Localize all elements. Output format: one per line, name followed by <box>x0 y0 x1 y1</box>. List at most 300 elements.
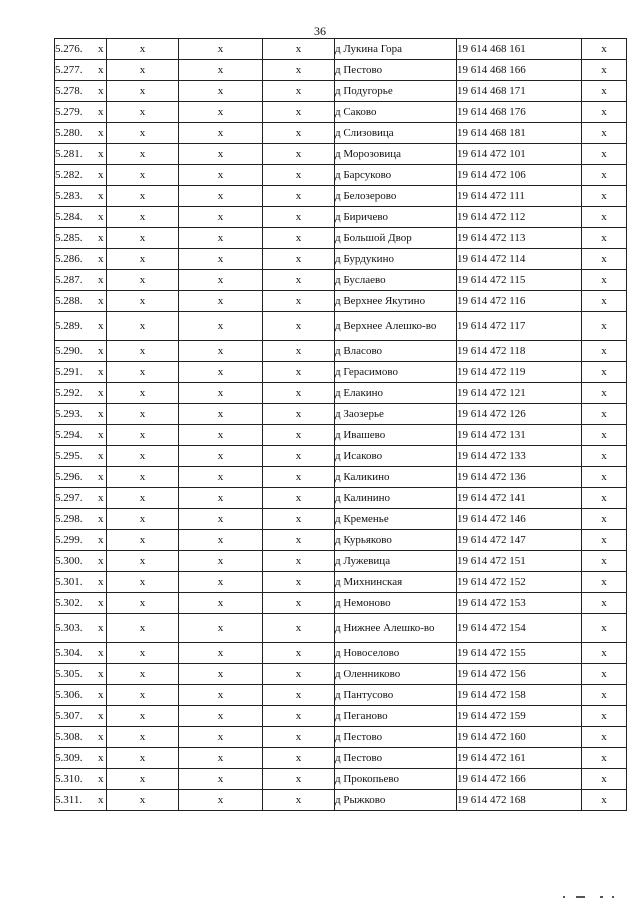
row-number: 5.277. <box>55 64 83 76</box>
row-number-cell <box>55 60 107 81</box>
x-cell: x <box>263 291 335 312</box>
row-mark: x <box>98 190 104 202</box>
row-number-cell <box>55 664 107 685</box>
x-cell: x <box>582 404 627 425</box>
row-number-cell <box>55 425 107 446</box>
row-number-cell <box>55 144 107 165</box>
row-number-cell <box>55 291 107 312</box>
x-cell: x <box>263 186 335 207</box>
okato-code: 19 614 472 117 <box>457 312 582 341</box>
row-mark: x <box>98 752 104 764</box>
x-cell: x <box>179 39 263 60</box>
x-cell: x <box>263 727 335 748</box>
x-cell: x <box>582 60 627 81</box>
row-number-cell <box>55 102 107 123</box>
x-cell: x <box>582 446 627 467</box>
table-row <box>55 664 627 685</box>
row-number-cell <box>55 446 107 467</box>
x-cell: x <box>107 593 179 614</box>
okato-code: 19 614 468 171 <box>457 81 582 102</box>
x-cell: x <box>263 144 335 165</box>
x-cell: x <box>582 664 627 685</box>
row-number: 5.296. <box>55 471 83 483</box>
okato-code: 19 614 468 161 <box>457 39 582 60</box>
settlement-name: д Пестово <box>335 748 457 769</box>
x-cell: x <box>263 551 335 572</box>
x-cell: x <box>179 425 263 446</box>
x-cell: x <box>107 207 179 228</box>
settlement-name: д Пантусово <box>335 685 457 706</box>
x-cell: x <box>107 312 179 341</box>
row-number: 5.292. <box>55 387 83 399</box>
row-number-cell <box>55 249 107 270</box>
x-cell: x <box>582 165 627 186</box>
x-cell: x <box>107 685 179 706</box>
okato-code: 19 614 472 115 <box>457 270 582 291</box>
okato-code: 19 614 472 153 <box>457 593 582 614</box>
settlement-name: д Большой Двор <box>335 228 457 249</box>
row-number-cell <box>55 39 107 60</box>
row-mark: x <box>98 668 104 680</box>
okato-code: 19 614 472 141 <box>457 488 582 509</box>
x-cell: x <box>107 228 179 249</box>
settlement-name: д Ивашево <box>335 425 457 446</box>
table-row <box>55 685 627 706</box>
row-mark: x <box>98 211 104 223</box>
x-cell: x <box>107 446 179 467</box>
x-cell: x <box>179 790 263 811</box>
x-cell: x <box>582 530 627 551</box>
table-row <box>55 551 627 572</box>
okato-code: 19 614 472 160 <box>457 727 582 748</box>
okato-code: 19 614 472 131 <box>457 425 582 446</box>
row-number: 5.285. <box>55 232 83 244</box>
settlement-name: д Новоселово <box>335 643 457 664</box>
x-cell: x <box>179 123 263 144</box>
row-number-cell <box>55 790 107 811</box>
settlement-name: д Нижнее Алешко-во <box>335 614 457 643</box>
okato-code: 19 614 472 168 <box>457 790 582 811</box>
row-number: 5.288. <box>55 295 83 307</box>
x-cell: x <box>107 530 179 551</box>
row-number: 5.283. <box>55 190 83 202</box>
row-number: 5.287. <box>55 274 83 286</box>
okato-code: 19 614 472 121 <box>457 383 582 404</box>
x-cell: x <box>107 769 179 790</box>
x-cell: x <box>107 551 179 572</box>
registry-table <box>54 38 627 811</box>
okato-code: 19 614 472 118 <box>457 341 582 362</box>
x-cell: x <box>179 312 263 341</box>
x-cell: x <box>582 270 627 291</box>
settlement-name: д Кременье <box>335 509 457 530</box>
table-row <box>55 186 627 207</box>
table-row <box>55 144 627 165</box>
scan-mark <box>576 896 585 898</box>
x-cell: x <box>107 341 179 362</box>
table-row <box>55 60 627 81</box>
okato-code: 19 614 472 116 <box>457 291 582 312</box>
x-cell: x <box>582 123 627 144</box>
table-row <box>55 102 627 123</box>
x-cell: x <box>582 685 627 706</box>
row-mark: x <box>98 320 104 332</box>
okato-code: 19 614 472 111 <box>457 186 582 207</box>
x-cell: x <box>263 249 335 270</box>
okato-code: 19 614 472 159 <box>457 706 582 727</box>
x-cell: x <box>263 643 335 664</box>
row-mark: x <box>98 232 104 244</box>
x-cell: x <box>179 685 263 706</box>
table-row <box>55 270 627 291</box>
okato-code: 19 614 468 166 <box>457 60 582 81</box>
table-row <box>55 509 627 530</box>
x-cell: x <box>263 685 335 706</box>
x-cell: x <box>107 270 179 291</box>
x-cell: x <box>107 60 179 81</box>
x-cell: x <box>107 165 179 186</box>
row-number: 5.276. <box>55 43 83 55</box>
okato-code: 19 614 472 106 <box>457 165 582 186</box>
row-number-cell <box>55 383 107 404</box>
x-cell: x <box>107 362 179 383</box>
settlement-name: д Пеганово <box>335 706 457 727</box>
x-cell: x <box>107 81 179 102</box>
okato-code: 19 614 472 152 <box>457 572 582 593</box>
page-number: 36 <box>314 24 326 38</box>
row-number-cell <box>55 643 107 664</box>
table-row <box>55 207 627 228</box>
x-cell: x <box>107 488 179 509</box>
table-row <box>55 706 627 727</box>
settlement-name: д Елакино <box>335 383 457 404</box>
row-mark: x <box>98 597 104 609</box>
row-number: 5.301. <box>55 576 83 588</box>
scan-mark <box>612 896 614 898</box>
row-number-cell <box>55 467 107 488</box>
row-number: 5.310. <box>55 773 83 785</box>
table-row <box>55 291 627 312</box>
x-cell: x <box>179 509 263 530</box>
row-mark: x <box>98 450 104 462</box>
okato-code: 19 614 472 154 <box>457 614 582 643</box>
x-cell: x <box>582 727 627 748</box>
settlement-name: д Исаково <box>335 446 457 467</box>
x-cell: x <box>263 664 335 685</box>
x-cell: x <box>179 404 263 425</box>
x-cell: x <box>179 593 263 614</box>
x-cell: x <box>582 249 627 270</box>
x-cell: x <box>179 144 263 165</box>
okato-code: 19 614 468 176 <box>457 102 582 123</box>
table-row <box>55 643 627 664</box>
x-cell: x <box>107 727 179 748</box>
table-body <box>55 39 627 811</box>
x-cell: x <box>179 207 263 228</box>
table-row <box>55 383 627 404</box>
x-cell: x <box>107 144 179 165</box>
x-cell: x <box>263 39 335 60</box>
x-cell: x <box>179 341 263 362</box>
table-row <box>55 488 627 509</box>
x-cell: x <box>179 81 263 102</box>
x-cell: x <box>582 488 627 509</box>
table-row <box>55 341 627 362</box>
x-cell: x <box>263 748 335 769</box>
row-number-cell <box>55 488 107 509</box>
table-row <box>55 748 627 769</box>
table-row <box>55 81 627 102</box>
row-number: 5.290. <box>55 345 83 357</box>
row-number-cell <box>55 404 107 425</box>
table-row <box>55 572 627 593</box>
x-cell: x <box>179 769 263 790</box>
x-cell: x <box>179 664 263 685</box>
okato-code: 19 614 472 155 <box>457 643 582 664</box>
okato-code: 19 614 472 158 <box>457 685 582 706</box>
settlement-name: д Оленниково <box>335 664 457 685</box>
x-cell: x <box>179 249 263 270</box>
row-number: 5.307. <box>55 710 83 722</box>
x-cell: x <box>263 60 335 81</box>
x-cell: x <box>107 748 179 769</box>
row-number-cell <box>55 228 107 249</box>
row-mark: x <box>98 429 104 441</box>
x-cell: x <box>582 81 627 102</box>
x-cell: x <box>582 362 627 383</box>
x-cell: x <box>263 207 335 228</box>
row-number: 5.303. <box>55 622 83 634</box>
row-number-cell <box>55 706 107 727</box>
x-cell: x <box>179 467 263 488</box>
x-cell: x <box>107 509 179 530</box>
settlement-name: д Буслаево <box>335 270 457 291</box>
okato-code: 19 614 472 151 <box>457 551 582 572</box>
x-cell: x <box>263 81 335 102</box>
row-number: 5.309. <box>55 752 83 764</box>
row-number: 5.293. <box>55 408 83 420</box>
x-cell: x <box>107 614 179 643</box>
table-row <box>55 312 627 341</box>
table-row <box>55 228 627 249</box>
x-cell: x <box>263 446 335 467</box>
x-cell: x <box>107 39 179 60</box>
settlement-name: д Слизовица <box>335 123 457 144</box>
okato-code: 19 614 472 101 <box>457 144 582 165</box>
row-number: 5.278. <box>55 85 83 97</box>
row-number-cell <box>55 81 107 102</box>
table-row <box>55 123 627 144</box>
x-cell: x <box>582 790 627 811</box>
row-number-cell <box>55 530 107 551</box>
row-mark: x <box>98 731 104 743</box>
x-cell: x <box>263 425 335 446</box>
row-number-cell <box>55 312 107 341</box>
x-cell: x <box>263 228 335 249</box>
x-cell: x <box>582 291 627 312</box>
table-row <box>55 165 627 186</box>
x-cell: x <box>107 572 179 593</box>
settlement-name: д Лужевица <box>335 551 457 572</box>
settlement-name: д Саково <box>335 102 457 123</box>
okato-code: 19 614 472 113 <box>457 228 582 249</box>
x-cell: x <box>263 614 335 643</box>
x-cell: x <box>107 102 179 123</box>
row-mark: x <box>98 169 104 181</box>
okato-code: 19 614 472 161 <box>457 748 582 769</box>
row-number: 5.281. <box>55 148 83 160</box>
x-cell: x <box>107 664 179 685</box>
x-cell: x <box>582 312 627 341</box>
x-cell: x <box>582 614 627 643</box>
settlement-name: д Герасимово <box>335 362 457 383</box>
scan-mark <box>600 896 603 898</box>
row-mark: x <box>98 345 104 357</box>
row-number-cell <box>55 614 107 643</box>
x-cell: x <box>107 383 179 404</box>
x-cell: x <box>263 102 335 123</box>
x-cell: x <box>582 207 627 228</box>
x-cell: x <box>263 706 335 727</box>
x-cell: x <box>107 425 179 446</box>
row-number: 5.297. <box>55 492 83 504</box>
settlement-name: д Верхнее Алешко-во <box>335 312 457 341</box>
x-cell: x <box>582 341 627 362</box>
row-number-cell <box>55 748 107 769</box>
row-number-cell <box>55 341 107 362</box>
row-number-cell <box>55 186 107 207</box>
row-number: 5.284. <box>55 211 83 223</box>
row-number-cell <box>55 572 107 593</box>
settlement-name: д Власово <box>335 341 457 362</box>
row-number-cell <box>55 362 107 383</box>
row-number: 5.289. <box>55 320 83 332</box>
x-cell: x <box>179 383 263 404</box>
okato-code: 19 614 472 147 <box>457 530 582 551</box>
x-cell: x <box>179 165 263 186</box>
x-cell: x <box>582 593 627 614</box>
table-row <box>55 790 627 811</box>
settlement-name: д Верхнее Якутино <box>335 291 457 312</box>
row-mark: x <box>98 106 104 118</box>
settlement-name: д Барсуково <box>335 165 457 186</box>
okato-code: 19 614 472 114 <box>457 249 582 270</box>
x-cell: x <box>179 488 263 509</box>
table-row <box>55 446 627 467</box>
x-cell: x <box>179 748 263 769</box>
row-number: 5.298. <box>55 513 83 525</box>
row-mark: x <box>98 710 104 722</box>
settlement-name: д Пестово <box>335 60 457 81</box>
x-cell: x <box>263 509 335 530</box>
x-cell: x <box>107 249 179 270</box>
row-mark: x <box>98 127 104 139</box>
x-cell: x <box>263 593 335 614</box>
row-number: 5.282. <box>55 169 83 181</box>
table-row <box>55 727 627 748</box>
row-number-cell <box>55 769 107 790</box>
row-number-cell <box>55 509 107 530</box>
x-cell: x <box>107 467 179 488</box>
x-cell: x <box>107 123 179 144</box>
row-mark: x <box>98 689 104 701</box>
okato-code: 19 614 472 136 <box>457 467 582 488</box>
x-cell: x <box>107 790 179 811</box>
settlement-name: д Морозовица <box>335 144 457 165</box>
x-cell: x <box>263 165 335 186</box>
x-cell: x <box>582 572 627 593</box>
row-number: 5.300. <box>55 555 83 567</box>
x-cell: x <box>107 186 179 207</box>
row-mark: x <box>98 647 104 659</box>
settlement-name: д Бурдукино <box>335 249 457 270</box>
table-row <box>55 249 627 270</box>
x-cell: x <box>107 291 179 312</box>
x-cell: x <box>582 643 627 664</box>
x-cell: x <box>179 270 263 291</box>
row-number: 5.302. <box>55 597 83 609</box>
settlement-name: д Рыжково <box>335 790 457 811</box>
settlement-name: д Курьяково <box>335 530 457 551</box>
row-mark: x <box>98 85 104 97</box>
x-cell: x <box>107 643 179 664</box>
row-mark: x <box>98 576 104 588</box>
row-mark: x <box>98 366 104 378</box>
settlement-name: д Лукина Гора <box>335 39 457 60</box>
x-cell: x <box>582 551 627 572</box>
row-number: 5.294. <box>55 429 83 441</box>
table-row <box>55 362 627 383</box>
table-row <box>55 425 627 446</box>
x-cell: x <box>179 60 263 81</box>
row-number-cell <box>55 685 107 706</box>
table-row <box>55 39 627 60</box>
x-cell: x <box>582 706 627 727</box>
x-cell: x <box>179 706 263 727</box>
x-cell: x <box>263 362 335 383</box>
x-cell: x <box>179 291 263 312</box>
x-cell: x <box>582 748 627 769</box>
x-cell: x <box>582 144 627 165</box>
scan-mark <box>563 896 565 898</box>
x-cell: x <box>263 404 335 425</box>
row-mark: x <box>98 43 104 55</box>
row-mark: x <box>98 513 104 525</box>
settlement-name: д Михнинская <box>335 572 457 593</box>
x-cell: x <box>582 467 627 488</box>
row-number: 5.286. <box>55 253 83 265</box>
row-number-cell <box>55 123 107 144</box>
row-mark: x <box>98 471 104 483</box>
x-cell: x <box>582 186 627 207</box>
x-cell: x <box>179 228 263 249</box>
row-mark: x <box>98 274 104 286</box>
row-number: 5.305. <box>55 668 83 680</box>
row-number-cell <box>55 727 107 748</box>
x-cell: x <box>107 404 179 425</box>
x-cell: x <box>263 467 335 488</box>
x-cell: x <box>107 706 179 727</box>
x-cell: x <box>263 488 335 509</box>
row-number-cell <box>55 270 107 291</box>
row-mark: x <box>98 253 104 265</box>
okato-code: 19 614 472 156 <box>457 664 582 685</box>
okato-code: 19 614 472 119 <box>457 362 582 383</box>
x-cell: x <box>179 186 263 207</box>
x-cell: x <box>263 769 335 790</box>
x-cell: x <box>179 643 263 664</box>
x-cell: x <box>179 362 263 383</box>
